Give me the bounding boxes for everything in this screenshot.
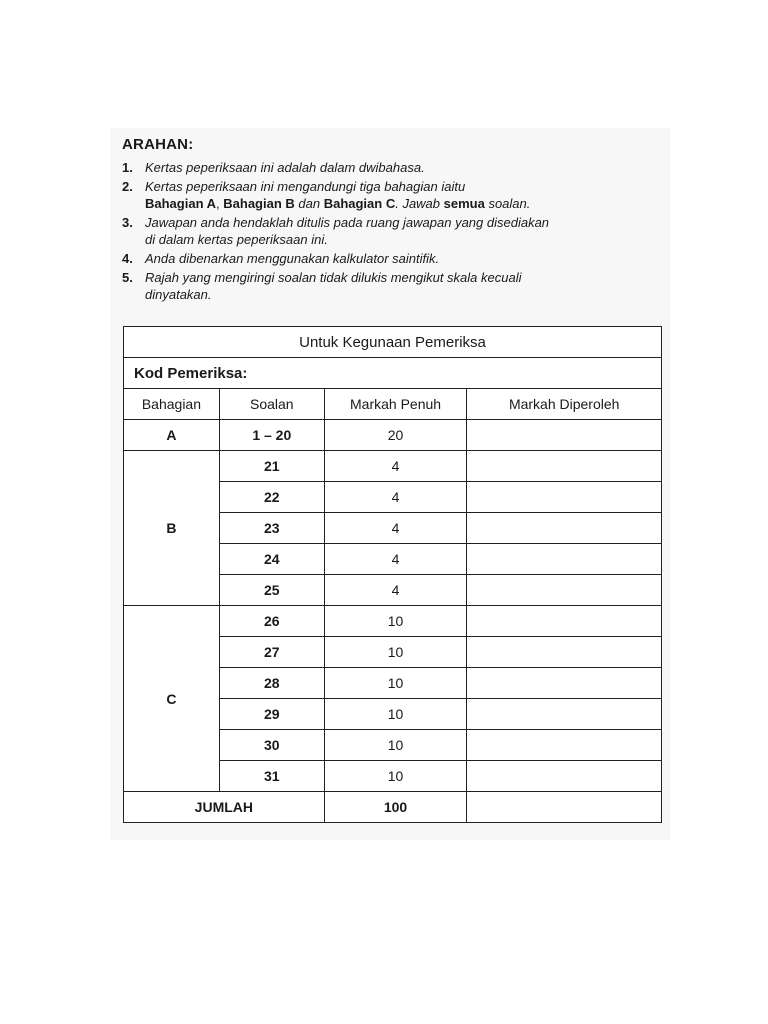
section-a-name: Bahagian A (145, 196, 217, 211)
question-number: 25 (219, 575, 324, 606)
instruction-text (145, 178, 530, 212)
question-number: 31 (219, 761, 324, 792)
marks-obtained-cell[interactable] (467, 575, 662, 606)
question-number: 1 – 20 (219, 420, 324, 451)
total-row (124, 792, 662, 823)
section-label: C (124, 606, 220, 792)
instruction-item-1 (122, 159, 662, 176)
instruction-text: Anda dibenarkan menggunakan kalkulator saintifik. (145, 251, 440, 266)
question-number: 26 (219, 606, 324, 637)
marks-obtained-cell[interactable] (467, 761, 662, 792)
question-number: 30 (219, 730, 324, 761)
section-c-name: Bahagian C (323, 196, 396, 211)
instruction-number: 5. (122, 270, 133, 285)
instruction-number: 4. (122, 251, 133, 266)
instructions-heading: ARAHAN: (122, 136, 194, 153)
separator: , (216, 196, 224, 211)
marks-obtained-cell[interactable] (467, 482, 662, 513)
marks-obtained-cell[interactable] (467, 668, 662, 699)
question-number: 22 (219, 482, 324, 513)
total-full-marks: 100 (324, 792, 467, 823)
instruction-line: dinyatakan. (145, 287, 212, 302)
header-markah-penuh: Markah Penuh (324, 389, 467, 420)
header-bahagian: Bahagian (124, 389, 220, 420)
marks-obtained-cell[interactable] (467, 606, 662, 637)
instruction-line: di dalam kertas peperiksaan ini. (145, 232, 328, 247)
separator: soalan. (484, 196, 531, 211)
section-label: B (124, 451, 220, 606)
full-marks: 4 (324, 513, 467, 544)
total-marks-obtained-cell[interactable] (467, 792, 662, 823)
marks-obtained-cell[interactable] (467, 637, 662, 668)
instruction-number: 2. (122, 179, 133, 194)
marks-obtained-cell[interactable] (467, 420, 662, 451)
separator: dan (294, 196, 324, 211)
header-soalan: Soalan (219, 389, 324, 420)
question-number: 28 (219, 668, 324, 699)
marks-obtained-cell[interactable] (467, 699, 662, 730)
full-marks: 4 (324, 482, 467, 513)
instruction-line: Kertas peperiksaan ini mengandungi tiga bahagian iaitu (145, 179, 466, 194)
table-header-row (124, 389, 662, 420)
instruction-text (145, 214, 549, 248)
full-marks: 4 (324, 544, 467, 575)
instruction-item-5 (122, 269, 662, 303)
question-number: 21 (219, 451, 324, 482)
full-marks: 4 (324, 575, 467, 606)
instruction-line: Rajah yang mengiringi soalan tidak dilukis mengikut skala kecuali (145, 270, 522, 285)
marks-obtained-cell[interactable] (467, 513, 662, 544)
total-label: JUMLAH (124, 792, 325, 823)
question-number: 23 (219, 513, 324, 544)
instruction-item-2 (122, 178, 662, 212)
full-marks: 10 (324, 637, 467, 668)
instruction-number: 3. (122, 215, 133, 230)
examiner-code-label: Kod Pemeriksa: (124, 358, 662, 389)
examiner-marks-table (123, 326, 662, 823)
marks-obtained-cell[interactable] (467, 544, 662, 575)
instruction-text (145, 269, 521, 303)
section-label: A (124, 420, 220, 451)
instruction-item-4 (122, 250, 662, 267)
instruction-line: Jawapan anda hendaklah ditulis pada ruang jawapan yang disediakan (145, 215, 550, 230)
full-marks: 10 (324, 730, 467, 761)
full-marks: 10 (324, 606, 467, 637)
instruction-number: 1. (122, 160, 133, 175)
full-marks: 10 (324, 668, 467, 699)
table-row (124, 420, 662, 451)
table-row (124, 451, 662, 482)
instructions-block (122, 136, 662, 305)
full-marks: 4 (324, 451, 467, 482)
full-marks: 10 (324, 699, 467, 730)
semua-word: semua (443, 196, 485, 211)
full-marks: 10 (324, 761, 467, 792)
table-row (124, 606, 662, 637)
table-title: Untuk Kegunaan Pemeriksa (124, 327, 662, 358)
question-number: 29 (219, 699, 324, 730)
separator: . Jawab (395, 196, 444, 211)
full-marks: 20 (324, 420, 467, 451)
instruction-text: Kertas peperiksaan ini adalah dalam dwibahasa. (145, 160, 425, 175)
marks-obtained-cell[interactable] (467, 730, 662, 761)
question-number: 24 (219, 544, 324, 575)
marks-obtained-cell[interactable] (467, 451, 662, 482)
question-number: 27 (219, 637, 324, 668)
section-b-name: Bahagian B (223, 196, 295, 211)
instruction-item-3 (122, 214, 662, 248)
header-markah-diperoleh: Markah Diperoleh (467, 389, 662, 420)
